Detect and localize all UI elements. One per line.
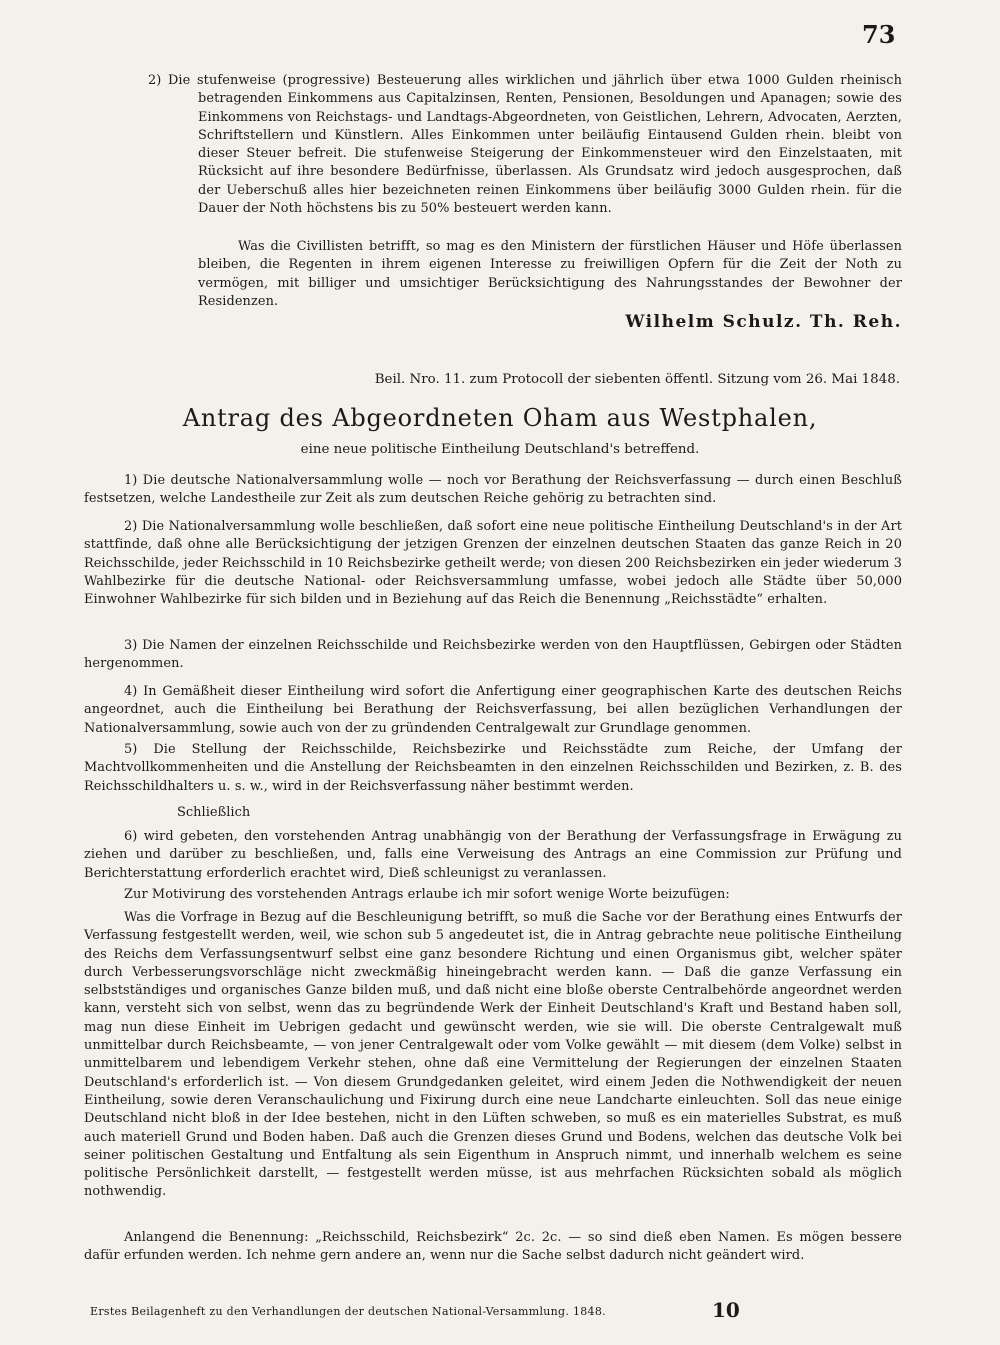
- signature: Wilhelm Schulz. Th. Reh.: [625, 312, 902, 332]
- paragraph-progressive-tax: 2) Die stufenweise (progressive) Besteuerung alles wirklichen und jährlich über etwa 1000 Gulden rheinisch betragenden Einkommens aus Capitalzinsen, Renten, Pensionen, Besoldungen und Apanagen; sowie des Einkommens von Reichstags- und Landtags-Abgeordneten, von Geistlichen, Lehrern, Advocaten, Aerzten, Schriftstellern und Künstlern. Alles Einkommen unter beiläufig Eintausend Gulden rhein. bleibt von dieser Steuer befreit. Die stufenweise Steigerung der Einkommensteuer wird den Einzelstaaten, mit Rücksicht auf ihre besondere Bedürfnisse, überlassen. Als Grundsatz wird jedoch ausgesprochen, daß der Ueberschuß alles hier bezeichneten reinen Einkommens über beiläufig 3000 Gulden rhein. für die Dauer der Noth höchstens bis zu 50% besteuert werden kann.: [148, 73, 902, 217]
- footer-note: Erstes Beilagenheft zu den Verhandlungen der deutschen National-Versammlung. 1848.: [90, 1305, 606, 1318]
- paragraph-2: 2) Die Nationalversammlung wolle beschließen, daß sofort eine neue politische Eintheilung Deutschland's in der Art stattfinde, daß ohne alle Berücksichtigung der jetzigen Grenzen der einzelnen deutschen Staaten das ganze Reich in 20 Reichsschilde, jeder Reichsschild in 10 Reichsbezirke getheilt werde; von diesen 200 Reichsbezirken ein jeder wiederum 3 Wahlbezirke für die deutsche National- oder Reichsversammlung umfasse, wobei jedoch alle Städte über 50,000 Einwohner Wahlbezirke für sich bilden und in Beziehung auf das Reich die Benennung „Reichsstädte“ erhalten.: [84, 519, 902, 608]
- paragraph-1: 1) Die deutsche Nationalversammlung wolle — noch vor Berathung der Reichsverfassung — durch einen Beschluß festsetzen, welche Landestheile zur Zeit als zum deutschen Reiche gehörig zu betrachten sind.: [84, 473, 902, 507]
- sheet-number: 10: [712, 1298, 740, 1322]
- paragraph-civil-lists: Was die Civillisten betrifft, so mag es den Ministern der fürstlichen Häuser und Höfe überlassen bleiben, die Regenten in ihrem eigenen Interesse zu freiwilligen Opfern für die Zeit der Noth zu vermögen, mit billiger und umsichtiger Berücksichtigung des Nahrungsstandes der Bewohner der Residenzen.: [198, 239, 902, 309]
- supplement-reference: Beil. Nro. 11. zum Protocoll der siebenten öffentl. Sitzung vom 26. Mai 1848.: [374, 372, 900, 387]
- paragraph-4: 4) In Gemäßheit dieser Eintheilung wird sofort die Anfertigung einer geographischen Karte des deutschen Reichs angeordnet, auch die Eintheilung bei Berathung der Reichsverfassung, bei allen bezüglichen Verhandlungen der Nationalversammlung, sowie auch von der zu gründenden Centralgewalt zur Grundlage genommen.: [84, 684, 902, 736]
- paragraph-3: 3) Die Namen der einzelnen Reichsschilde und Reichsbezirke werden von den Hauptflüssen, Gebirgen oder Städten hergenommen.: [84, 638, 902, 672]
- paragraph-6: 6) wird gebeten, den vorstehenden Antrag unabhängig von der Berathung der Verfassungsfrage in Erwägung zu ziehen und darüber zu beschließen, und, falls eine Verweisung des Antrags an eine Commission zur Prüfung und Berichterstattung erforderlich erachtet wird, Dieß schleunigst zu veranlassen.: [84, 829, 902, 881]
- paragraph-motivation: Was die Vorfrage in Bezug auf die Beschleunigung betrifft, so muß die Sache vor der Berathung eines Entwurfs der Verfassung festgestellt werden, weil, wie schon sub 5 angedeutet ist, die in Antrag gebrachte neue politische Eintheilung des Reichs dem Verfassungsentwurf selbst eine ganz besondere Richtung und einen Organismus gibt, welcher später durch Verbesserungsvorschläge nicht zweckmäßig hineingebracht werden kann. — Daß die ganze Verfassung ein selbstständiges und organisches Ganze bilden muß, und daß nicht eine bloße oberste Centralbehörde angeordnet werden kann, versteht sich von selbst, wenn das zu begründende Werk der Einheit Deutschland's Kraft und Bestand haben soll, mag nun diese Einheit im Uebrigen gedacht und gewünscht werden, wie sie will. Die oberste Centralgewalt muß unmittelbar durch Reichsbeamte, — von jener Centralgewalt oder vom Volke gewählt — mit diesem (dem Volke) selbst in unmittelbarem und lebendigem Verkehr stehen, ohne daß eine Vermittelung der Regierungen der einzelnen Staaten Deutschland's erforderlich ist. — Von diesem Grundgedanken geleitet, wird einem Jeden die Nothwendigkeit der neuen Eintheilung, sowie deren Veranschaulichung und Fixirung durch eine neue Landcharte einleuchten. Soll das neue einige Deutschland nicht bloß in der Idee bestehen, nicht in den Lüften schweben, so muß es ein materielles Substrat, es muß auch materiell Grund und Boden haben. Daß auch die Grenzen dieses Grund und Bodens, welchen das deutsche Volk bei seiner politischen Gestaltung und Entfaltung als sein Eigenthum in Anspruch nimmt, und innerhalb welchem es seine politische Persönlichkeit darstellt, — festgestellt werden müsse, ist aus mehrfachen Rücksichten sobald als möglich nothwendig.: [84, 910, 902, 1200]
- page-number: 73: [862, 20, 896, 49]
- motion-title: Antrag des Abgeordneten Oham aus Westphalen,: [182, 404, 818, 432]
- motion-subtitle: eine neue politische Eintheilung Deutschland's betreffend.: [300, 442, 700, 457]
- paragraph-5: 5) Die Stellung der Reichsschilde, Reichsbezirke und Reichsstädte zum Reiche, der Umfang der Machtvollkommenheiten und die Anstellung der Reichsbeamten in den einzelnen Reichsschilden und Bezirken, z. B. des Reichsschildhalters u. s. w., wird in der Reichsverfassung näher bestimmt werden.: [84, 742, 902, 794]
- paragraph-motivation-intro: Zur Motivirung des vorstehenden Antrags erlaube ich mir sofort wenige Worte beizufügen:: [124, 887, 730, 902]
- conclusion-label: Schließlich: [177, 805, 251, 820]
- paragraph-naming: Anlangend die Benennung: „Reichsschild, Reichsbezirk“ 2c. 2c. — so sind dieß eben Namen. Es mögen bessere dafür erfunden werden. Ich nehme gern andere an, wenn nur die Sache selbst dadurch nicht geändert wird.: [84, 1230, 902, 1264]
